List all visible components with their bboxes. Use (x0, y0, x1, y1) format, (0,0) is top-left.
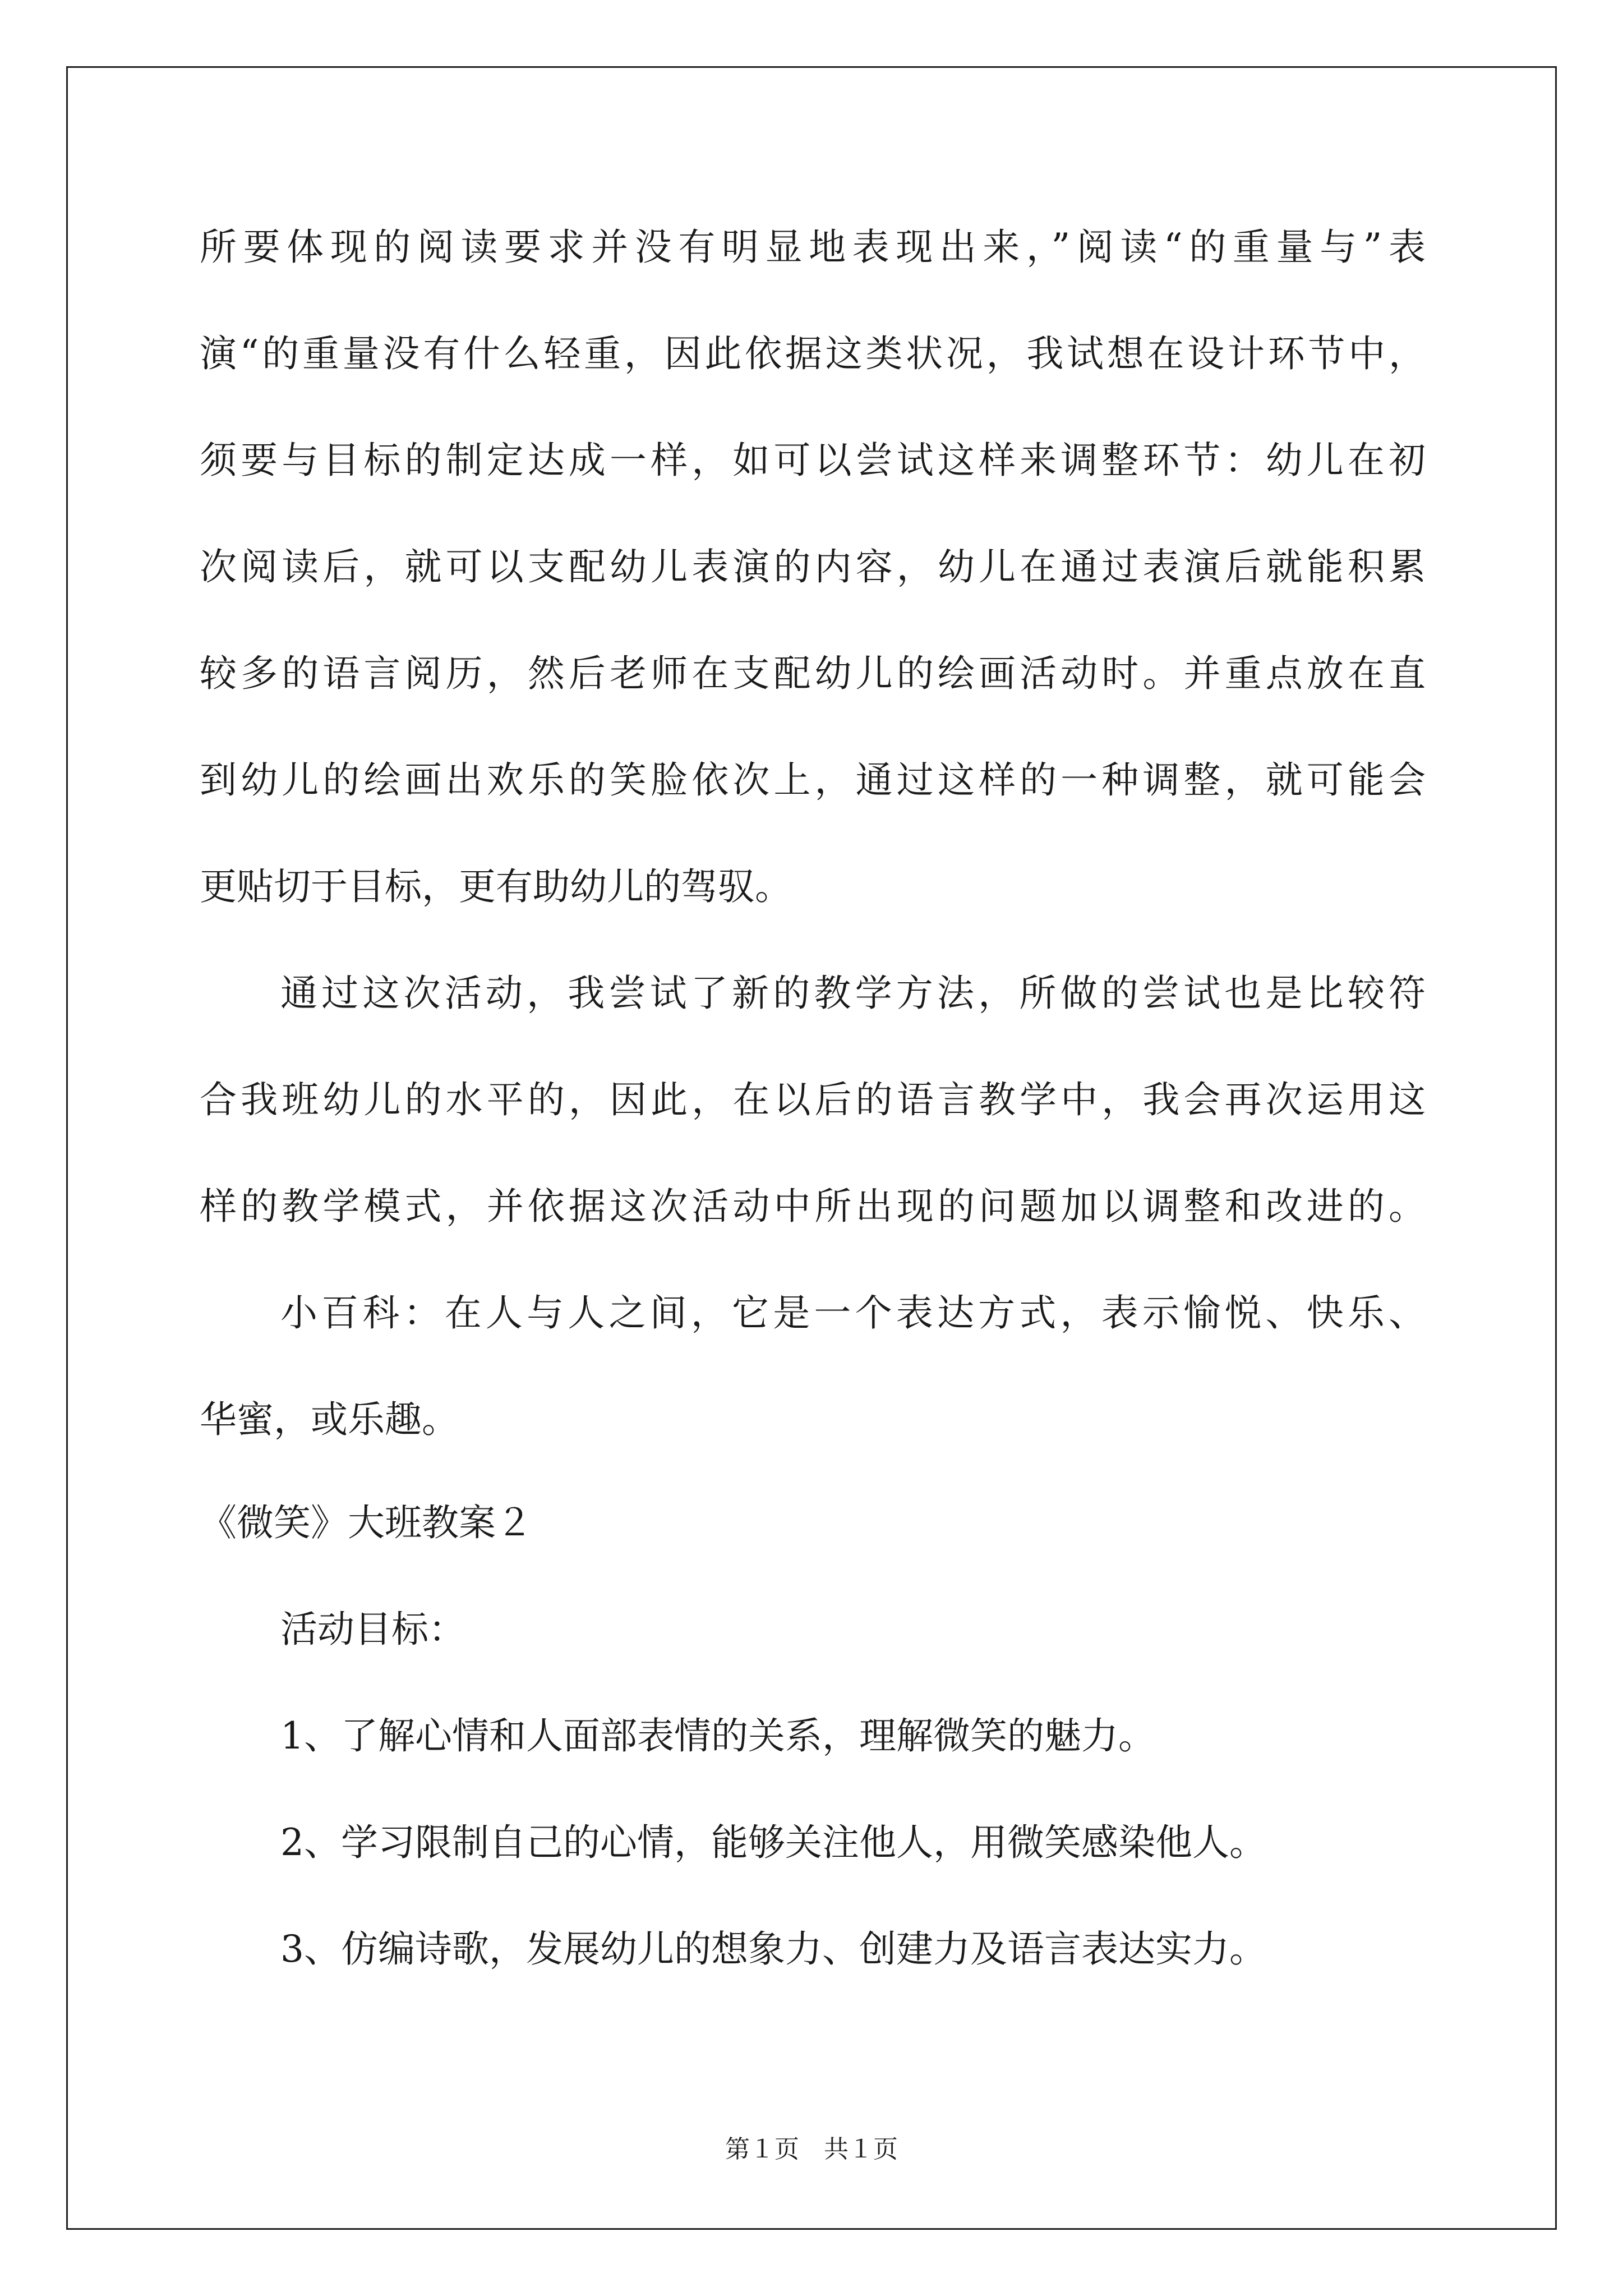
list-item: 3、仿编诗歌，发展幼儿的想象力、创建力及语言表达实力。 (280, 1927, 1266, 1971)
paragraph-line: 活动目标： (280, 1608, 465, 1651)
paragraph-line: 所要体现的阅读要求并没有明显地表现出来，”阅读“的重量与”表 (200, 226, 1426, 269)
page-border (66, 66, 1557, 2230)
list-item: 1、了解心情和人面部表情的关系，理解微笑的魅力。 (280, 1714, 1155, 1757)
list-item: 2、学习限制自己的心情，能够关注他人，用微笑感染他人。 (280, 1821, 1266, 1864)
paragraph-line: 较多的语言阅历，然后老师在支配幼儿的绘画活动时。并重点放在直 (200, 652, 1426, 695)
paragraph-line: 合我班幼儿的水平的，因此，在以后的语言教学中，我会再次运用这 (200, 1078, 1426, 1121)
paragraph-line: 更贴切于目标，更有助幼儿的驾驭。 (200, 865, 792, 908)
paragraph-line: 通过这次活动，我尝试了新的教学方法，所做的尝试也是比较符 (280, 972, 1426, 1015)
section-heading: 《微笑》大班教案２ (200, 1501, 533, 1544)
paragraph-line: 到幼儿的绘画出欢乐的笑脸依次上，通过这样的一种调整，就可能会 (200, 758, 1426, 802)
paragraph-line: 样的教学模式，并依据这次活动中所出现的问题加以调整和改进的。 (200, 1185, 1426, 1228)
page-footer: 第１页 共１页 (725, 2135, 898, 2164)
paragraph-line: 须要与目标的制定达成一样，如可以尝试这样来调整环节：幼儿在初 (200, 439, 1426, 482)
paragraph-line: 华蜜，或乐趣。 (200, 1398, 459, 1441)
paragraph-line: 演“的重量没有什么轻重，因此依据这类状况，我试想在设计环节中， (200, 332, 1426, 375)
paragraph-line: 小百科：在人与人之间，它是一个表达方式，表示愉悦、快乐、 (280, 1291, 1426, 1335)
paragraph-line: 次阅读后，就可以支配幼儿表演的内容，幼儿在通过表演后就能积累 (200, 545, 1426, 588)
